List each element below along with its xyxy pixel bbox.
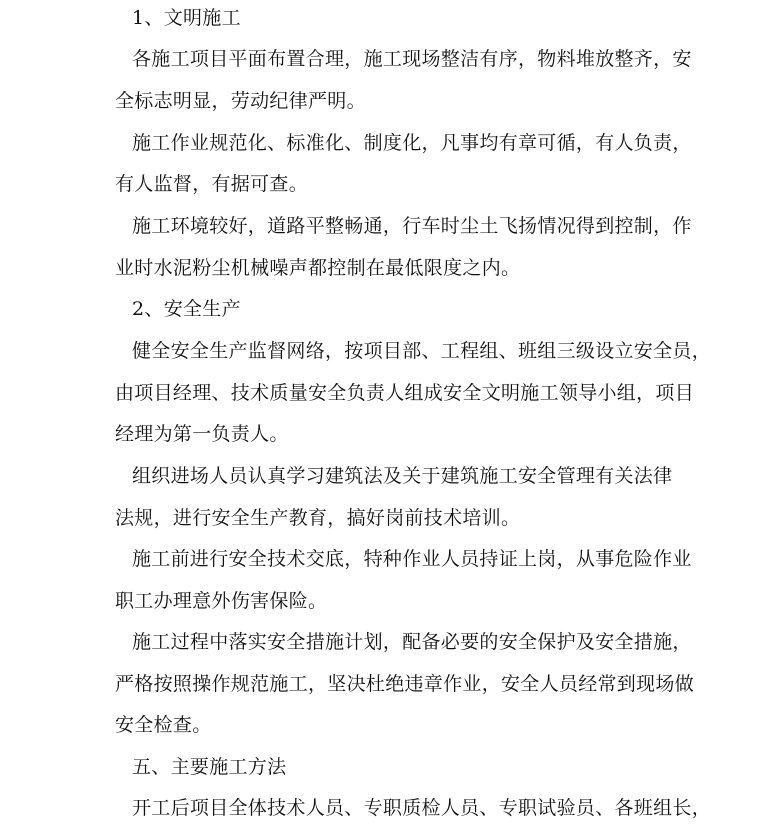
paragraph-line: 有人监督，有据可查。 bbox=[115, 173, 309, 195]
paragraph-line: 组织进场人员认真学习建筑法及关于建筑施工安全管理有关法律 bbox=[132, 465, 673, 487]
section-heading: 1、文明施工 bbox=[132, 7, 241, 29]
paragraph-line: 全标志明显，劳动纪律严明。 bbox=[115, 90, 366, 112]
paragraph-line: 施工前进行安全技术交底，特种作业人员持证上岗，从事危险作业 bbox=[132, 548, 692, 570]
paragraph-line: 严格按照操作规范施工，坚决杜绝违章作业，安全人员经常到现场做 bbox=[115, 673, 695, 695]
paragraph-line: 职工办理意外伤害保险。 bbox=[115, 590, 328, 612]
paragraph-line: 施工作业规范化、标准化、制度化，凡事均有章可循，有人负责， bbox=[132, 132, 692, 154]
paragraph-line: 法规，进行安全生产教育，搞好岗前技术培训。 bbox=[115, 507, 521, 529]
paragraph-line: 各施工项目平面布置合理，施工现场整洁有序，物料堆放整齐，安 bbox=[132, 48, 692, 70]
section-heading: 2、安全生产 bbox=[132, 298, 241, 320]
section-heading: 五、主要施工方法 bbox=[132, 756, 287, 778]
paragraph-line: 开工后项目全体技术人员、专职质检人员、专职试验员、各班组长， bbox=[132, 797, 712, 819]
paragraph-line: 健全安全生产监督网络，按项目部、工程组、班组三级设立安全员， bbox=[132, 340, 712, 362]
paragraph-line: 由项目经理、技术质量安全负责人组成安全文明施工领导小组，项目 bbox=[115, 382, 695, 404]
paragraph-line: 业时水泥粉尘机械噪声都控制在最低限度之内。 bbox=[115, 257, 521, 279]
paragraph-line: 施工环境较好，道路平整畅通，行车时尘土飞扬情况得到控制，作 bbox=[132, 215, 692, 237]
paragraph-line: 经理为第一负责人。 bbox=[115, 423, 289, 445]
paragraph-line: 安全检查。 bbox=[115, 714, 212, 736]
paragraph-line: 施工过程中落实安全措施计划，配备必要的安全保护及安全措施， bbox=[132, 631, 692, 653]
